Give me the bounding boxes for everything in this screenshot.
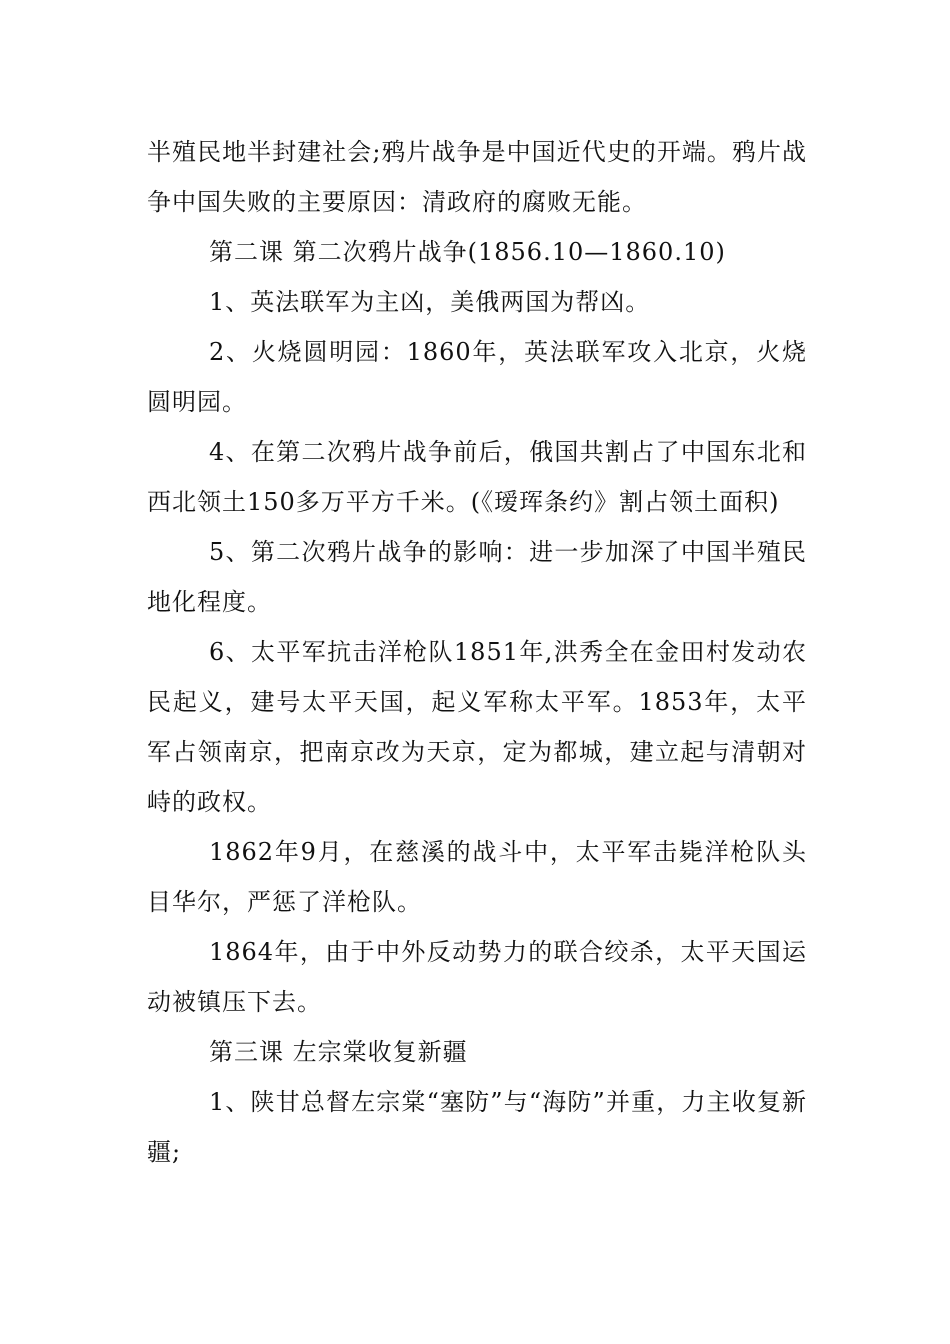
paragraph-lesson3-item-1: 1、陕甘总督左宗棠“塞防”与“海防”并重，力主收复新疆;: [147, 1088, 807, 1166]
paragraph-continuation: 半殖民地半封建社会;鸦片战争是中国近代史的开端。鸦片战争中国失败的主要原因：清政府的腐败无能。: [147, 138, 807, 216]
document-body: [147, 127, 807, 1177]
paragraph-item-5: 5、第二次鸦片战争的影响：进一步加深了中国半殖民地化程度。: [147, 538, 807, 616]
paragraph-item-6: 6、太平军抗击洋枪队1851年,洪秀全在金田村发动农民起义，建号太平天国，起义军称太平军。1853年，太平军占领南京，把南京改为天京，定为都城，建立起与清朝对峙的政权。: [147, 638, 807, 816]
paragraph-1864: 1864年，由于中外反动势力的联合绞杀，太平天国运动被镇压下去。: [147, 938, 807, 1016]
paragraph-1862: 1862年9月，在慈溪的战斗中，太平军击毙洋枪队头目华尔，严惩了洋枪队。: [147, 838, 807, 916]
paragraph-item-2: 2、火烧圆明园：1860年，英法联军攻入北京，火烧圆明园。: [147, 338, 807, 416]
lesson-heading-3: 第三课 左宗棠收复新疆: [209, 1038, 468, 1066]
paragraph-item-1: 1、英法联军为主凶，美俄两国为帮凶。: [209, 288, 651, 316]
paragraph-item-4: 4、在第二次鸦片战争前后，俄国共割占了中国东北和西北领土150多万平方千米。(《瑷珲条约》割占领土面积): [147, 438, 807, 516]
lesson-heading-2: 第二课 第二次鸦片战争(1856.10—1860.10): [209, 238, 726, 266]
